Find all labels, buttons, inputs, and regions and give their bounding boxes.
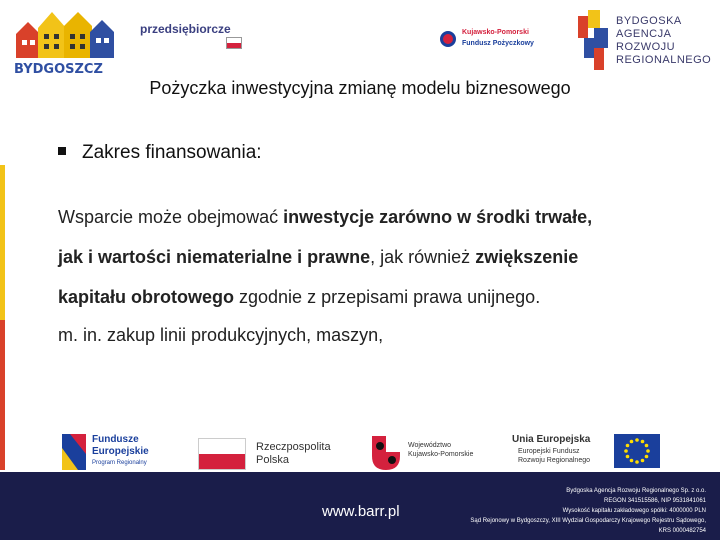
footer-company-info [406,486,706,536]
rp-line2: Polska [256,454,290,466]
przedsiebiorcze-logo-text: przedsiębiorcze [140,22,231,36]
header-logos [0,0,720,85]
przedsiebiorcze-flag-icon [226,37,242,49]
ue-line3: Rozwoju Regionalnego [518,457,590,464]
footer-info-line-3: Wysokość kapitału zakładowego spółki: 4000000 PLN [562,508,706,514]
bullet-item [58,142,262,164]
fe-logo [62,434,182,474]
ue-line2: Europejski Fundusz [518,448,580,455]
ue-logo [512,434,662,474]
rp-logo [198,438,338,474]
woj-shield-icon [372,436,400,470]
pl-flag-icon [198,438,246,470]
kpfp-line1: Kujawsko-Pomorski [462,29,529,36]
footer-url-link[interactable]: www.barr.pl [322,503,400,520]
p1-text-b: inwestycje zarówno w środki trwałe, [283,207,593,227]
paragraph-line-1 [58,207,698,228]
p3-text-a: kapitału obrotowego [58,287,235,307]
paragraph-line-2 [58,247,698,268]
footer-info-line-5: KRS 0000482754 [658,528,706,534]
fe-line2: Europejskie [92,446,149,457]
bydgoszcz-logo [6,6,136,78]
eu-flag-icon [614,434,660,468]
bullet-square-icon [58,147,66,155]
funding-logos [0,428,720,478]
footer-info-line-2: REGON 341515586, NIP 9531841061 [604,498,706,504]
footer-band [0,472,720,540]
barr-logo-mark [578,10,610,74]
slide-title: Pożyczka inwestycyjna zmianę modelu biznesowego [149,78,571,98]
paragraph-line-3 [58,287,698,308]
footer-info-line-4: Sąd Rejonowy w Bydgoszczy, XIII Wydział Gospodarczy Krajowego Rejestru Sądowego, [470,518,706,524]
ue-line1: Unia Europejska [512,434,591,445]
rp-line1: Rzeczpospolita [256,441,331,453]
kpfp-logo [440,27,560,53]
przedsiebiorcze-logo [140,22,250,36]
p3-text-b: zgodnie z przepisami prawa unijnego. [234,287,541,307]
woj-line1: Województwo [408,442,452,449]
barr-logo [578,10,718,78]
p2-text-c: zwiększenie [475,247,579,267]
p4-text: m. in. zakup linii produkcyjnych, maszyn, [58,325,384,345]
barr-logo-line1: BYDGOSKA [616,15,682,27]
fe-logo-mark [62,434,86,470]
footer-info-line-1: Bydgoska Agencja Rozwoju Regionalnego Sp. z o.o. [566,488,706,494]
p1-text-a: Wsparcie może obejmować [58,207,284,227]
p2-text-a: jak i wartości niematerialne i prawne [58,247,371,267]
bydgoszcz-logo-text: BYDGOSZCZ [14,62,103,77]
kpfp-icon [440,31,456,47]
barr-logo-line3: ROZWOJU [616,41,676,53]
fe-line3: Program Regionalny [92,460,147,466]
p2-text-b: , jak również [370,247,476,267]
accent-bar-yellow [0,165,5,320]
woj-logo [372,436,492,474]
kpfp-line2: Fundusz Pożyczkowy [462,40,534,47]
fe-line1: Fundusze [92,434,139,445]
woj-line2: Kujawsko-Pomorskie [408,451,474,458]
barr-logo-line2: AGENCJA [616,28,672,40]
bullet-text: Zakres finansowania: [82,142,262,163]
paragraph-line-4 [58,325,698,346]
barr-logo-line4: REGIONALNEGO [616,54,712,66]
